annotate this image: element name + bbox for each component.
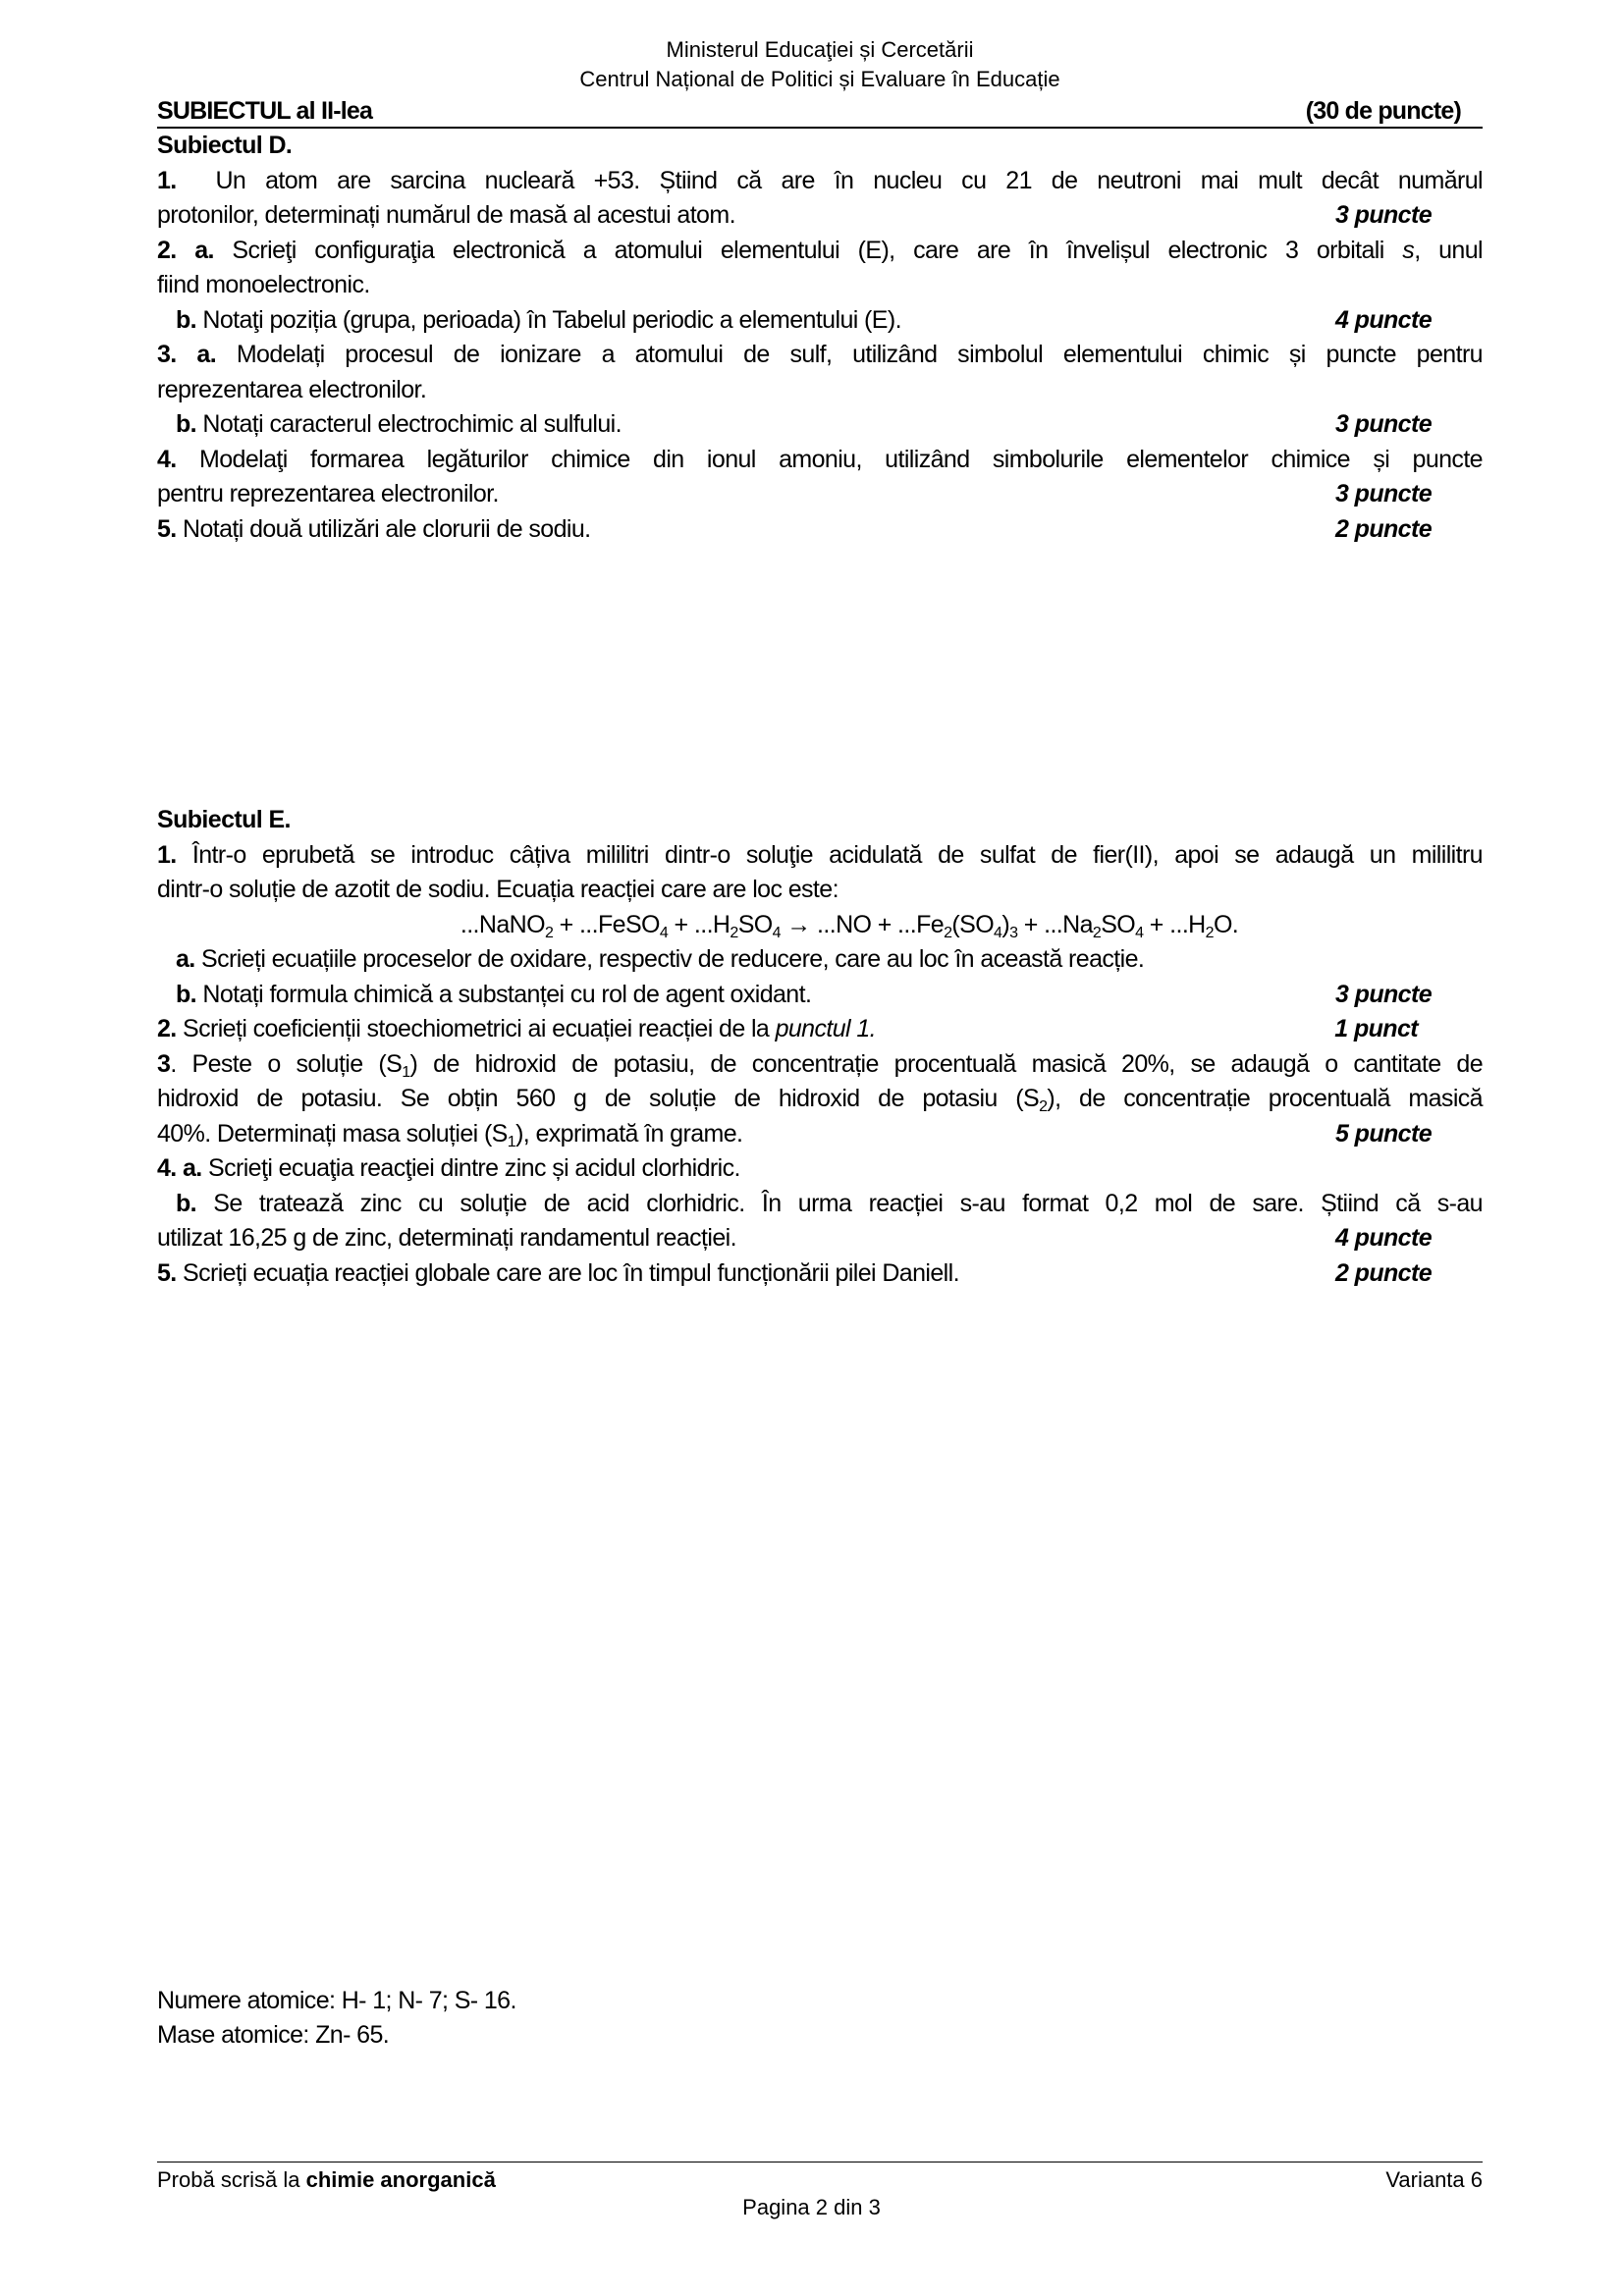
d-q1-number: 1. (157, 166, 177, 194)
e-q1a-label: a. (176, 945, 195, 973)
footer-exam-name: Probă scrisă la chimie anorganică (157, 2167, 496, 2192)
e-q2-reference: punctul 1. (775, 1015, 876, 1042)
d-q2-points: 4 puncte (1335, 305, 1432, 334)
d-q5-number: 5. (157, 514, 177, 543)
d-q2b-label: b. (176, 305, 197, 334)
e-q4b-line1 (157, 1187, 1483, 1222)
d-q3b-line (157, 407, 1483, 443)
atomic-masses: Mase atomice: Zn- 65. (157, 2021, 390, 2049)
d-q4-line1 (157, 443, 1483, 478)
e-q4b-text2: utilizat 16,25 g de zinc, determinați randamentul reacției. (157, 1224, 736, 1252)
atomic-data (157, 1984, 516, 2053)
e-q2-text: Scrieți coeficienții stoechiometrici ai ecuației reacției de la (183, 1015, 776, 1042)
page-header (157, 35, 1483, 94)
d-q1-text: Un atom are sarcina nucleară +53. Știind că are în nucleu cu 21 de neutroni mai mult decât numărul (215, 166, 1483, 194)
footer-subject-name: chimie anorganică (305, 2167, 496, 2192)
subject-e (157, 803, 1483, 1291)
d-q2a-text2: , unul (1414, 236, 1483, 264)
d-q3a-line2: reprezentarea electronilor. (157, 375, 427, 403)
subject-d (157, 129, 1483, 547)
e-q4-number: 4. a. (157, 1154, 202, 1182)
subject-e-title: Subiectul E. (157, 806, 291, 833)
subject-points: (30 de puncte) (1305, 97, 1461, 125)
e-q3-line2: hidroxid de potasiu. Se obțin 560 g de soluție de hidroxid de potasiu $(S_2)$, de concentrație procentuală masică (157, 1085, 1483, 1115)
e-q1-equation: ...NaNO$_2$ + ...FeSO$_4$ + $...H_2SO_4 \to ...NO + ...Fe_2(SO_4)_3 + ...Na_2SO_4 + ...H_2O$. (460, 910, 1239, 941)
e-q1b-line (157, 978, 1483, 1013)
d-q2a-text: Scrieţi configuraţia electronică a atomului elementului (E), care are în învelișul electronic 3 orbitali (232, 236, 1384, 264)
d-q5-text: Notați două utilizări ale clorurii de sodiu. (183, 514, 591, 543)
ministry-name: Ministerul Educaţiei și Cercetării (666, 37, 974, 62)
d-q1-line2 (157, 198, 1483, 234)
e-q5-number: 5. (157, 1258, 177, 1287)
exam-page (157, 35, 1483, 1291)
e-q1-text: Într-o eprubetă se introduc câțiva mililitri dintr-o soluţie acidulată de sulfat de fier(II), apoi se adaugă un mililitru (191, 840, 1483, 869)
d-q4-text: Modelaţi formarea legăturilor chimice din ionul amoniu, utilizând simbolurile elementelor chimice și puncte (199, 445, 1483, 473)
e-q2-line (157, 1012, 1483, 1047)
page-number: Pagina 2 din 3 (742, 2195, 881, 2219)
e-q4a-line (157, 1151, 1483, 1187)
e-q4b-text: Se tratează zinc cu soluție de acid clorhidric. În urma reacției s-au format 0,2 mol de sare. Știind că s-au (213, 1189, 1483, 1217)
d-q3-points: 3 puncte (1335, 410, 1432, 438)
e-q4-points: 4 puncte (1335, 1224, 1432, 1252)
e-q1b-text: Notați formula chimică a substanței cu rol de agent oxidant. (202, 980, 812, 1008)
d-q3b-text: Notați caracterul electrochimic al sulfului. (202, 410, 622, 438)
subject-d-title: Subiectul D. (157, 132, 293, 159)
e-q1a-text: Scrieți ecuațiile proceselor de oxidare, respectiv de reducere, care au loc în această reacție. (201, 945, 1145, 973)
e-q4a-text: Scrieţi ecuaţia reacţiei dintre zinc și acidul clorhidric. (208, 1154, 740, 1182)
d-q3a-line1 (157, 338, 1483, 373)
d-q4-points: 3 puncte (1335, 480, 1432, 507)
d-q4-line2 (157, 477, 1483, 512)
e-q1a-line (157, 942, 1483, 978)
subject-title: SUBIECTUL al II-lea (157, 97, 373, 125)
e-q1-number: 1. (157, 840, 177, 869)
e-q5-line (157, 1256, 1483, 1292)
e-q1b-label: b. (176, 980, 197, 1008)
e-q3-points: 5 puncte (1335, 1119, 1432, 1148)
d-q2-number: 2. a. (157, 236, 214, 264)
d-q1-points: 3 puncte (1335, 201, 1432, 229)
e-q2-points: 1 punct (1334, 1015, 1418, 1042)
d-q4-text2: pentru reprezentarea electronilor. (157, 480, 499, 507)
d-q2a-line1 (157, 234, 1483, 269)
d-q2b-text: Notaţi poziția (grupa, perioada) în Tabelul periodic a elementului (E). (202, 305, 901, 334)
e-q1-line2: dintr-o soluție de azotit de sodiu. Ecuația reacției care are loc este: (157, 876, 839, 903)
d-q1-text2: protonilor, determinați numărul de masă al acestui atom. (157, 201, 735, 229)
e-q3-number: 3 (157, 1049, 171, 1078)
d-q5-line (157, 512, 1483, 548)
e-q5-text: Scrieți ecuația reacției globale care are loc în timpul funcționării pilei Daniell. (183, 1258, 959, 1287)
page-footer (157, 2162, 1483, 2194)
d-q2a-orbital-s: s (1402, 236, 1415, 264)
atomic-numbers: Numere atomice: H- 1; N- 7; S- 16. (157, 1987, 516, 2014)
e-q4b-line2 (157, 1221, 1483, 1256)
d-q5-points: 2 puncte (1335, 514, 1432, 543)
e-q2-number: 2. (157, 1015, 177, 1042)
e-q1-points: 3 puncte (1335, 980, 1432, 1008)
e-q4b-label: b. (176, 1189, 197, 1217)
center-name: Centrul Național de Politici și Evaluare în Educație (579, 67, 1060, 91)
d-q1-line1 (157, 164, 1483, 199)
d-q3b-label: b. (176, 410, 197, 438)
d-q3a-text: Modelați procesul de ionizare a atomului de sulf, utilizând simbolul elementului chimic și puncte pentru (236, 341, 1483, 368)
d-q2a-line2: fiind monoelectronic. (157, 271, 370, 298)
e-q3-line3: 40%. Determinați masa soluției $(S_1)$, exprimată în grame. 5 puncte (157, 1117, 1483, 1152)
e-q1-line1 (157, 838, 1483, 874)
d-q4-number: 4. (157, 445, 177, 473)
e-q3-line1: 3. Peste o soluție $(S_1)$ de hidroxid de potasiu, de concentrație procentuală masică 20%, se adaugă o cantitate de (157, 1049, 1483, 1081)
d-q2b-line (157, 303, 1483, 339)
subject-title-bar (157, 96, 1483, 129)
footer-variant: Varianta 6 (1385, 2167, 1483, 2192)
d-q3-number: 3. a. (157, 341, 217, 368)
e-q5-points: 2 puncte (1335, 1258, 1432, 1287)
